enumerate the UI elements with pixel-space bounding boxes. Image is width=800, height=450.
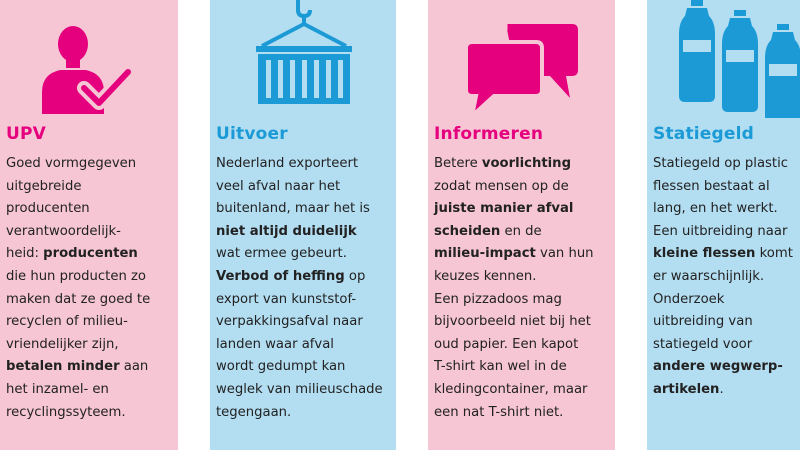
body-text: tegengaan. <box>216 404 292 420</box>
body-line <box>434 221 594 244</box>
body-text: Goed vormgegeven <box>6 156 137 171</box>
body-line <box>434 379 594 402</box>
card-title: Informeren <box>434 124 544 144</box>
body-text: Statiegeld op plastic <box>653 156 788 171</box>
body-text: veel afval naar het <box>216 178 341 194</box>
body-line <box>434 356 594 379</box>
body-text: het inzamel- en <box>6 381 109 397</box>
body-text: er waarschijnlijk. <box>653 268 765 284</box>
body-text: bijvoorbeeld niet bij het <box>434 314 591 330</box>
body-line <box>434 334 594 357</box>
body-text: statiegeld voor <box>653 336 753 352</box>
body-text: vriendelijker zijn, <box>6 336 119 352</box>
body-line <box>216 221 383 244</box>
body-text: verantwoordelijk- <box>6 223 121 239</box>
card-body <box>6 153 150 424</box>
body-line <box>216 153 383 176</box>
card-title: Statiegeld <box>653 124 755 144</box>
body-line <box>6 266 150 289</box>
body-text: een nat T-shirt niet. <box>434 404 564 420</box>
body-line <box>653 221 793 244</box>
body-line <box>653 153 793 176</box>
body-line <box>6 402 150 425</box>
body-text: Een pizzadoos mag <box>434 291 562 307</box>
body-line <box>653 243 793 266</box>
body-line <box>6 334 150 357</box>
body-line <box>653 356 793 379</box>
card-upv <box>0 0 178 450</box>
bold-text: betalen minder <box>6 359 120 375</box>
body-text: en de <box>500 223 542 239</box>
body-line <box>6 356 150 379</box>
card-body <box>434 153 594 424</box>
body-line <box>216 176 383 199</box>
body-line <box>6 311 150 334</box>
body-text: heid: <box>6 246 44 262</box>
body-text: recyclen of milieu- <box>6 314 128 330</box>
plastic-bottles-icon <box>647 0 800 118</box>
body-line <box>653 266 793 289</box>
body-line <box>216 289 383 312</box>
bold-text: kleine flessen <box>653 246 756 262</box>
shipping-container-icon <box>210 0 396 118</box>
body-line <box>434 153 594 176</box>
body-line <box>434 266 594 289</box>
body-text: Nederland exporteert <box>216 156 359 171</box>
body-line <box>6 221 150 244</box>
body-text: landen waar afval <box>216 336 334 352</box>
bold-text: scheiden <box>434 223 501 239</box>
body-text: flessen bestaat al <box>653 178 770 194</box>
body-line <box>653 334 793 357</box>
body-line <box>6 153 150 176</box>
body-text: kledingcontainer, maar <box>434 381 588 397</box>
body-line <box>434 402 594 425</box>
card-statiegeld <box>647 0 800 450</box>
body-line <box>6 289 150 312</box>
body-line <box>216 243 383 266</box>
body-text: . <box>719 381 724 397</box>
body-text: oud papier. Een kapot <box>434 336 579 352</box>
body-text: T-shirt kan wel in de <box>434 359 567 375</box>
body-text: zodat mensen op de <box>434 178 569 194</box>
bold-text: milieu-impact <box>434 246 536 262</box>
body-line <box>653 176 793 199</box>
body-line <box>216 356 383 379</box>
body-line <box>6 198 150 221</box>
body-line <box>434 289 594 312</box>
body-line <box>216 198 383 221</box>
body-line <box>653 379 793 402</box>
body-text: Onderzoek <box>653 291 725 307</box>
body-line <box>216 311 383 334</box>
body-line <box>653 311 793 334</box>
body-line <box>6 243 150 266</box>
body-text: van hun <box>535 246 594 262</box>
body-text: Betere <box>434 156 482 171</box>
body-line <box>653 198 793 221</box>
body-text: Een uitbreiding naar <box>653 223 788 239</box>
body-text: komt <box>755 246 793 262</box>
body-text: wordt gedumpt kan <box>216 359 346 375</box>
body-line <box>6 379 150 402</box>
body-text: uitbreiding van <box>653 314 753 330</box>
body-text: maken dat ze goed te <box>6 291 151 307</box>
body-text: verpakkingsafval naar <box>216 314 363 330</box>
body-line <box>434 311 594 334</box>
speech-bubbles-icon <box>428 0 615 118</box>
body-line <box>434 243 594 266</box>
card-body <box>216 153 383 424</box>
card-informeren <box>428 0 615 450</box>
body-text: aan <box>119 359 149 375</box>
body-text: buitenland, maar het is <box>216 201 370 217</box>
body-line <box>216 266 383 289</box>
card-title: UPV <box>6 124 47 144</box>
bold-text: andere wegwerp- <box>653 359 783 375</box>
bold-text: voorlichting <box>481 156 572 171</box>
body-line <box>6 176 150 199</box>
body-line <box>216 402 383 425</box>
body-text: lang, en het werkt. <box>653 201 778 217</box>
bold-text: producenten <box>43 246 138 262</box>
body-text: weglek van milieuschade <box>216 381 383 397</box>
card-body <box>653 153 793 402</box>
body-line <box>216 379 383 402</box>
body-text: producenten <box>6 201 90 217</box>
body-text: op <box>344 268 366 284</box>
body-text: die hun producten zo <box>6 268 146 284</box>
bold-text: niet altijd duidelijk <box>216 223 357 239</box>
card-uitvoer <box>210 0 396 450</box>
person-check-icon <box>0 0 178 118</box>
bold-text: juiste manier afval <box>434 201 574 217</box>
body-text: keuzes kennen. <box>434 268 537 284</box>
body-line <box>434 176 594 199</box>
body-line <box>653 289 793 312</box>
card-title: Uitvoer <box>216 124 288 144</box>
body-line <box>216 334 383 357</box>
bold-text: artikelen <box>653 381 720 397</box>
bold-text: Verbod of heffing <box>216 268 345 284</box>
body-text: uitgebreide <box>6 178 82 194</box>
body-text: wat ermee gebeurt. <box>216 246 347 262</box>
body-text: export van kunststof- <box>216 291 357 307</box>
body-line <box>434 198 594 221</box>
body-text: recyclingssyteem. <box>6 404 126 420</box>
